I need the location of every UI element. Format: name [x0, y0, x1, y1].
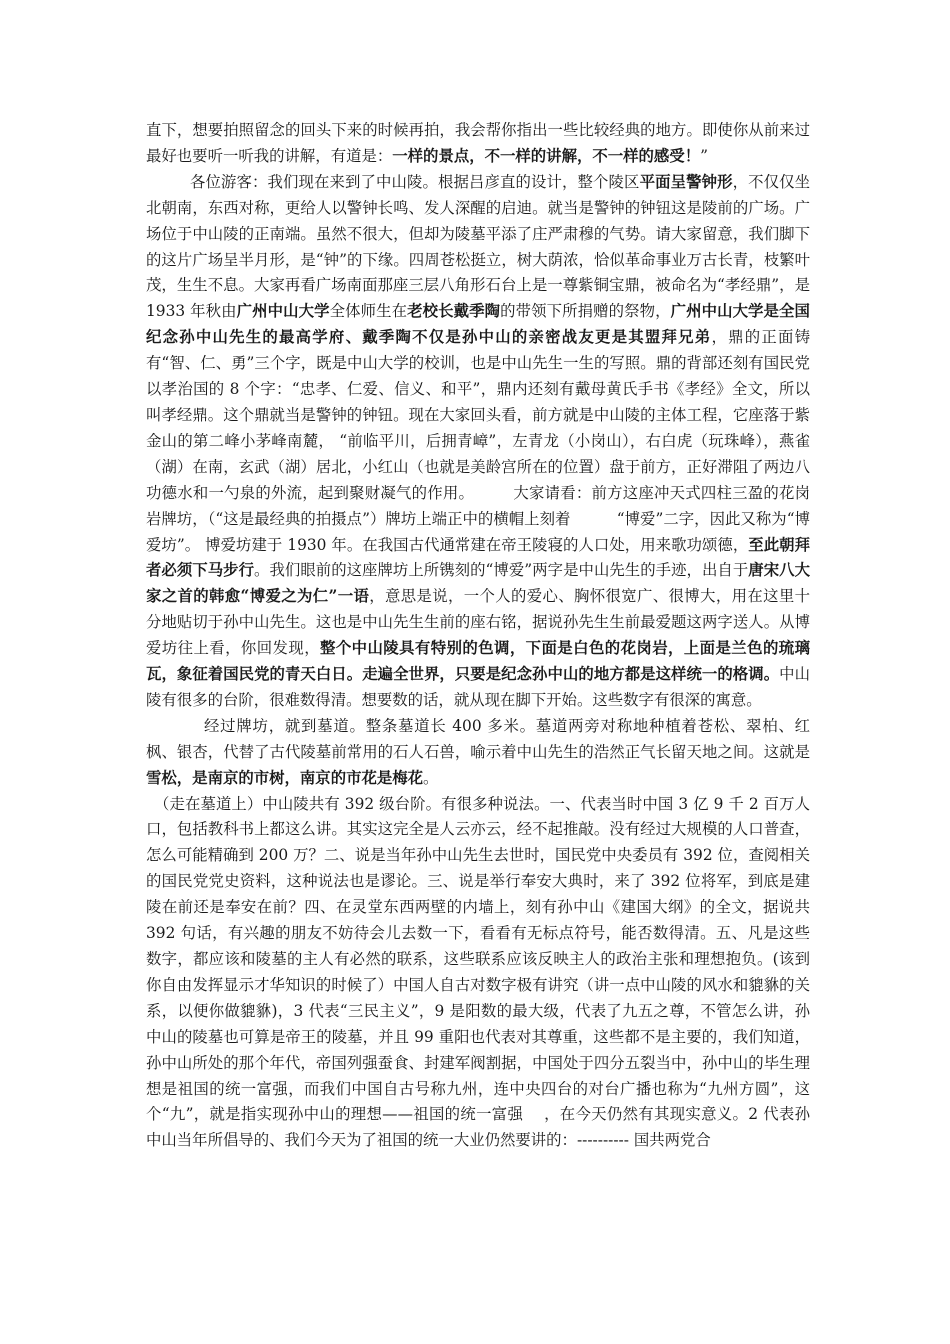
text-segment: 各位游客：我们现在来到了中山陵。根据吕彦直的设计，整个陵区 — [190, 172, 640, 191]
document-page — [146, 118, 810, 1154]
text-segment: ” — [700, 146, 708, 165]
text-segment: 的带领下所捐赠的祭物， — [500, 302, 671, 321]
text-segment: ，不仅仅坐北朝南，东西对称，更给人以警钟长鸣、发人深醒的启迪。就当是警钟的钟钮这是陵前的广场。广场位于中山陵的正南端。虽然不很大，但却为陵墓平添了庄严肃穆的气势。请大家留意，我们脚下的这片广场呈半月形，是“钟”的下缘。四周苍松挺立，树大荫浓，恰似革命事业万古长青，枝繁叶茂，生生不息。大家再看广场南面那座三层八角形石台上是一尊紫铜宝鼎，被命名为“孝经鼎”，是 1933 年秋由 — [146, 172, 810, 321]
bold-text-segment: 平面呈警钟形 — [639, 172, 733, 191]
paragraph-mudao — [146, 714, 810, 792]
text-segment: ，意思是说，一个人的爱心、胸怀很宽广、很博大，用在这里十分地贴切于孙中山先生。这也是中山先生生前的座右铭，据说孙先生生前最爱题这两字送人。从博爱坊往上看，你回发现， — [146, 587, 810, 658]
text-segment: 中山陵有很多的台阶，很难数得清。想要数的话，就从现在脚下开始。这些数字有很深的寓意。 — [146, 665, 810, 709]
text-segment: 经过牌坊，就到墓道。整条墓道长 400 多米。墓道两旁对称地种植着苍松、翠柏、红枫、银杏，代替了古代陵墓前常用的石人石兽，喻示着中山先生的浩然正气长留天地之间。这就是 — [146, 716, 810, 761]
paragraph-zhongshanling — [146, 170, 810, 714]
text-segment: 全体师生在 — [329, 302, 408, 321]
text-segment: 直下，想要拍照留念的回头下来的时候再拍，我会帮你指出一些比较经典的地方。即使你从前来过最好也要听一听我的讲解，有道是： — [146, 121, 810, 165]
text-segment: 。我们眼前的这座牌坊上所镌刻的“博爱”两字是中山先生的手迹，出自于 — [254, 561, 749, 580]
bold-text-segment: 雪松，是南京的市树，南京的市花是梅花 — [146, 768, 424, 787]
paragraph-intro-end — [146, 118, 810, 170]
bold-text-segment: 至此朝拜者必须下马步行 — [146, 535, 810, 580]
bold-text-segment: 一样的景点，不一样的讲解，不一样的感受！ — [392, 146, 701, 165]
bold-text-segment: 整个中山陵具有特别的色调，下面是白色的花岗岩，上面是兰色的琉璃瓦，象征着国民党的青天白日。走遍全世界，只要是纪念孙中山的地方都是这样统一的格调。 — [146, 639, 810, 684]
bold-text-segment: 广州中山大学 — [236, 302, 330, 321]
bold-text-segment: 老校长戴季陶 — [407, 302, 501, 321]
text-segment: 。 — [423, 768, 439, 787]
bold-text-segment: 广州中山大学是全国纪念孙中山先生的最高学府、戴季陶不仅是孙中山的亲密战友更是其盟拜兄弟 — [146, 302, 810, 347]
text-segment: （走在墓道上）中山陵共有 392 级台阶。有很多种说法。一、代表当时中国 3 亿 9 千 2 百万人口，包括教科书上都这么讲。其实这完全是人云亦云，经不起推敲。没有经过大规模的人口普查，怎么可能精确到 200 万？二、说是当年孙中山先生去世时，国民党中央委员有 392 位，查阅相关的国民党党史资料，这种说法也是谬论。三、说是举行奉安大典时，来了 392 位将军，到底是建陵在前还是奉安在前？四、在灵堂东西两壁的内墙上，刻有孙中山《建国大纲》的全文，据说共 392 句话，有兴趣的朋友不妨待会儿去数一下，看看有无标点符号，能否数得清。五、凡是这些数字，都应该和陵墓的主人有必然的联系，这些联系应该反映主人的政治主张和理想抱负。(该到你自由发挥显示才华知识的时候了）中国人自古对数字极有讲究（讲一点中山陵的风水和貔貅的关系，以便你做貔貅)，3 代表“三民主义”，9 是阳数的最大级，代表了九五之尊，不管怎么讲，孙中山的陵墓也可算是帝王的陵墓，并且 99 重阳也代表对其尊重，这些都不是主要的，我们知道，孙中山所处的那个年代，帝国列强蚕食、封建军阀割据，中国处于四分五裂当中，孙中山的毕生理想是祖国的统一富强，而我们中国自古号称九州，连中央四台的对台广播也称为“九州方圆”，这个“九”，就是指实现孙中山的理想——祖国的统一富强 ，在今天仍然有其现实意义。2 代表孙中山当年所倡导的、我们今天为了祖国的统一大业仍然要讲的：---------- 国共两党合 — [146, 794, 810, 1150]
text-segment: ，鼎的正面铸有“智、仁、勇”三个字，既是中山大学的校训，也是中山先生一生的写照。鼎的背部还刻有国民党以孝治国的 8 个字：“忠孝、仁爱、信义、和平”，鼎内还刻有戴母黄氏手书《孝经》全文，所以叫孝经鼎。这个鼎就当是警钟的钟钮。现在大家回头看，前方就是中山陵的主体工程，它座落于紫金山的第二峰小茅峰南麓， “前临平川，后拥青嶂”，左青龙（小岗山），右白虎（玩珠峰），燕雀（湖）在南，玄武（湖）居北，小红山（也就是美龄宫所在的位置）盘于前方，正好滞阻了两边八功德水和一勺泉的外流，起到聚财凝气的作用。 大家请看：前方这座冲天式四柱三盈的花岗岩牌坊，（“这是最经典的拍摄点”）牌坊上端正中的横帽上刻着 “博爱”二字，因此又称为“博爱坊”。 博爱坊建于 1930 年。在我国古代通常建在帝王陵寝的人口处，用来歌功颂德， — [146, 328, 810, 554]
bold-text-segment: 唐宋八大家之首的韩愈“博爱之为仁”一语 — [146, 561, 810, 606]
paragraph-steps — [146, 792, 810, 1155]
